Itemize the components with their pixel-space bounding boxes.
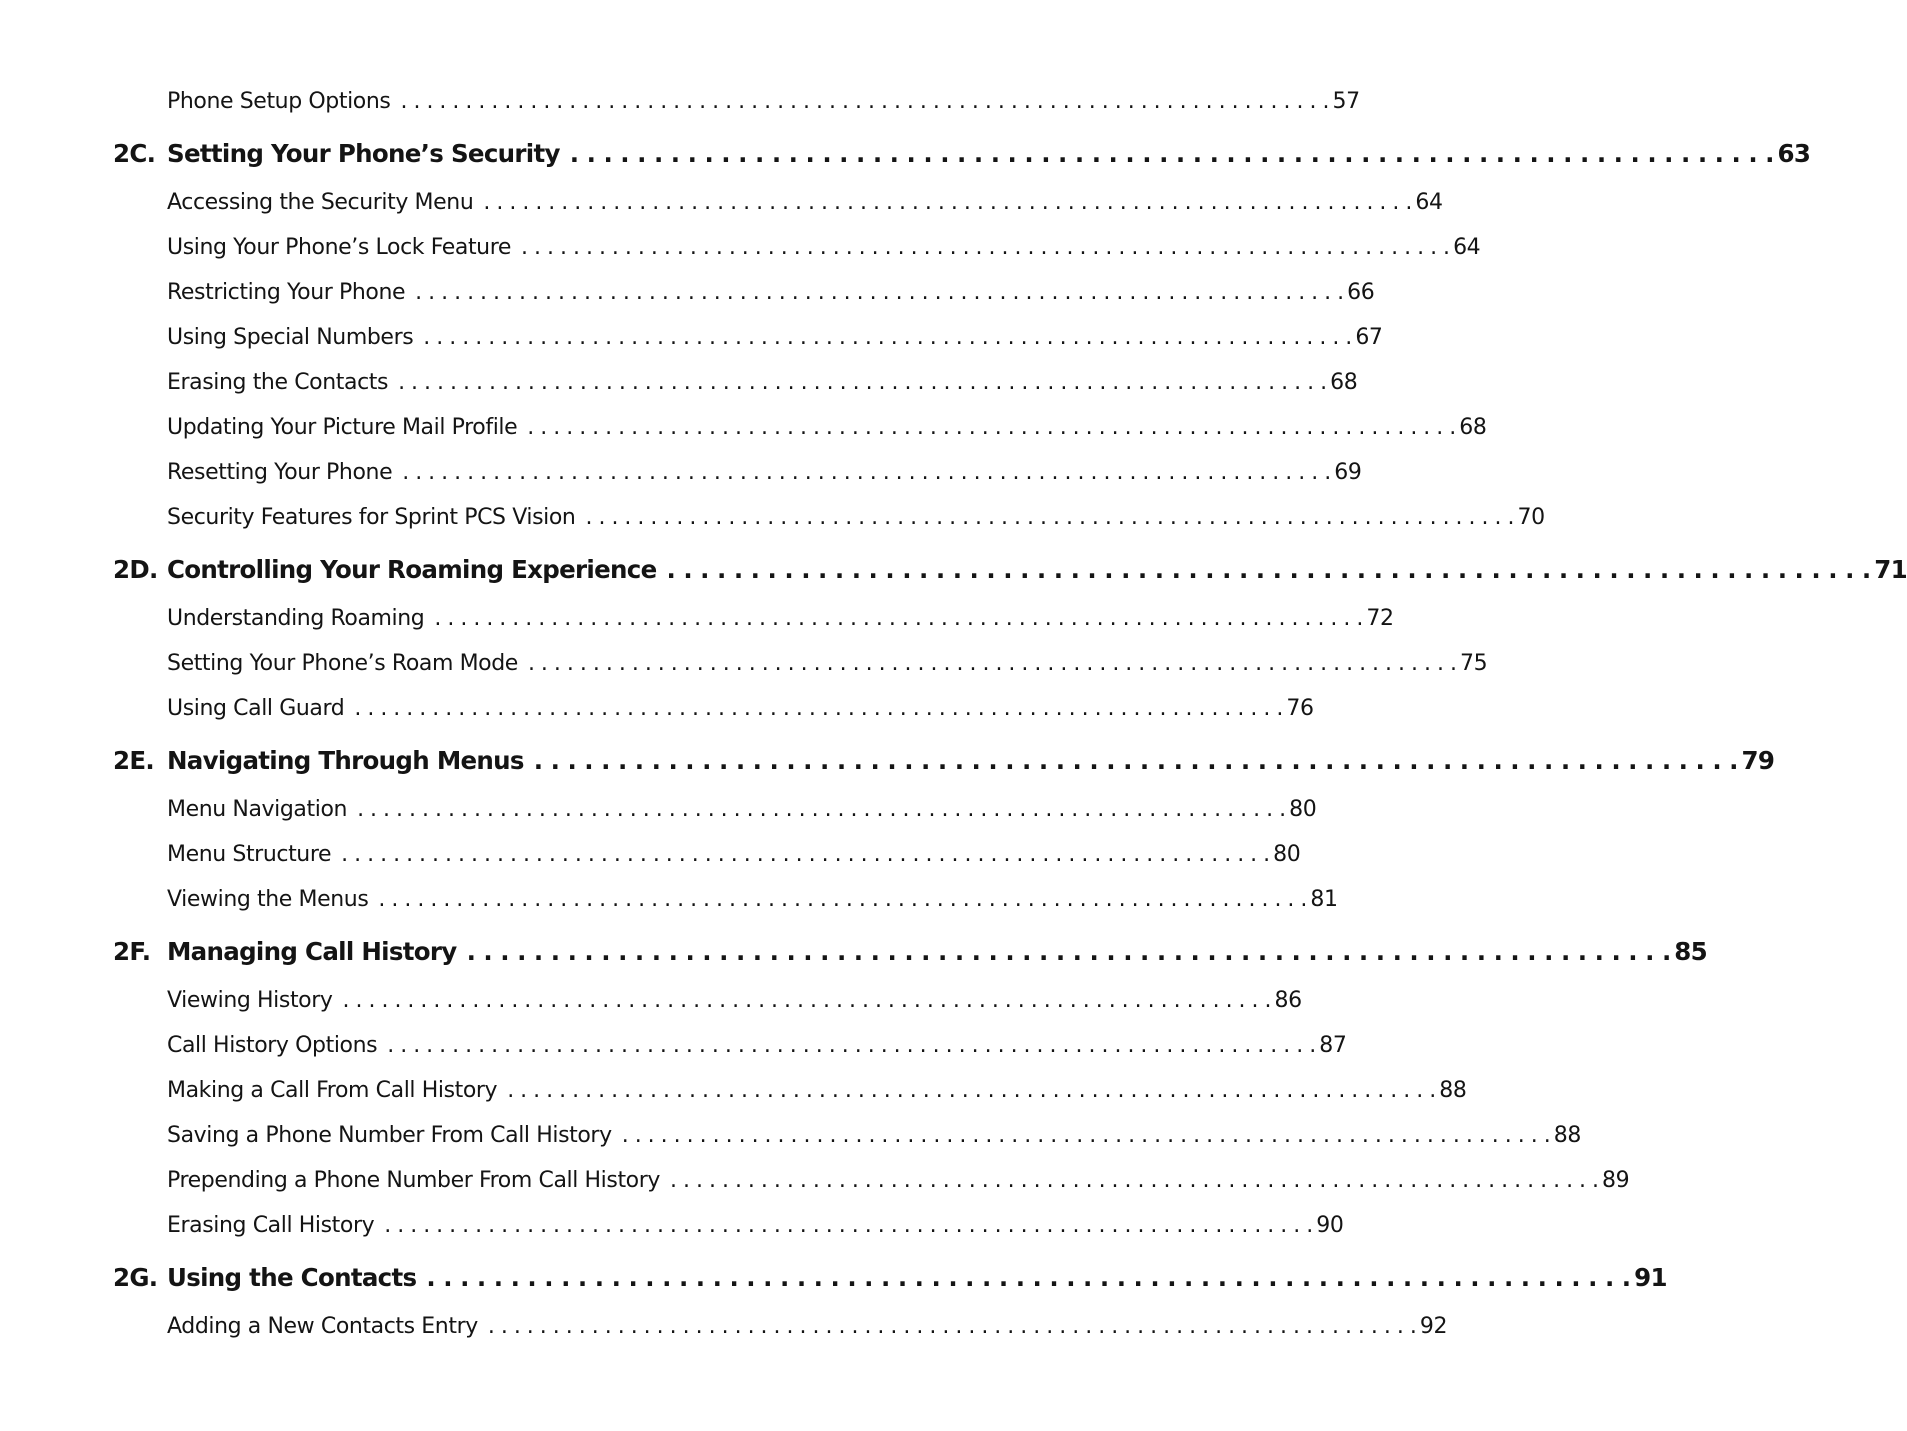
toc-subentry [113,315,1383,360]
page-number: 57 [1332,89,1360,114]
section-number: 2E. [113,746,154,775]
toc-subentry [113,450,1362,495]
page-number: 85 [1674,937,1707,966]
page-number: 80 [1289,797,1317,822]
page-number: 67 [1355,325,1383,350]
dot-leader [488,1304,1417,1349]
toc-section-entry [113,1252,1667,1304]
section-number: 2C. [113,139,156,168]
page-number: 88 [1439,1078,1467,1103]
page-number: 63 [1777,139,1811,168]
dot-leader [378,877,1307,922]
page-number: 90 [1316,1213,1344,1238]
dot-leader [622,1113,1551,1158]
entry-title: Erasing the Contacts [167,370,389,395]
page-number: 79 [1741,746,1775,775]
entry-title: Prepending a Phone Number From Call History [167,1168,661,1193]
dot-leader [483,180,1412,225]
page-number: 71 [1874,555,1907,584]
page-number: 68 [1330,370,1358,395]
dot-leader [387,1023,1316,1068]
entry-title: Security Features for Sprint PCS Vision [167,505,576,530]
toc-subentry [113,79,1360,124]
toc-subentry [113,405,1487,450]
page-number: 81 [1310,887,1338,912]
entry-title: Viewing the Menus [167,887,369,912]
toc-subentry [113,360,1358,405]
toc-subentry [113,1023,1347,1068]
section-title: Managing Call History [167,937,457,966]
entry-title: Accessing the Security Menu [167,190,474,215]
dot-leader [585,495,1514,540]
table-of-contents [113,79,1907,1349]
toc-subentry [113,225,1481,270]
dot-leader [527,405,1456,450]
dot-leader [507,1068,1436,1113]
dot-leader [467,926,1672,978]
toc-subentry [113,832,1301,877]
entry-title: Menu Structure [167,842,332,867]
page-number: 86 [1274,988,1302,1013]
entry-title: Making a Call From Call History [167,1078,498,1103]
page-number: 75 [1459,651,1488,676]
toc-subentry [113,1304,1448,1349]
dot-leader [384,1203,1313,1248]
dot-leader [534,735,1739,787]
dot-leader [402,450,1331,495]
entry-title: Using Special Numbers [167,325,414,350]
dot-leader [354,686,1283,731]
entry-title: Phone Setup Options [167,89,391,114]
toc-subentry [113,686,1314,731]
toc-subentry [113,1113,1581,1158]
page-number: 87 [1319,1033,1347,1058]
dot-leader [398,360,1327,405]
section-number: 2G. [113,1263,158,1292]
page-number: 91 [1634,1263,1667,1292]
entry-title: Saving a Phone Number From Call History [167,1123,612,1148]
toc-subentry [113,180,1443,225]
entry-title: Using Your Phone’s Lock Feature [167,235,512,260]
dot-leader [521,225,1450,270]
entry-title: Updating Your Picture Mail Profile [167,415,518,440]
entry-title: Viewing History [167,988,333,1013]
toc-subentry [113,787,1317,832]
page-number: 64 [1415,190,1443,215]
section-number: 2D. [113,555,158,584]
page-number: 64 [1453,235,1481,260]
dot-leader [343,978,1272,1023]
dot-leader [400,79,1329,124]
toc-subentry [113,596,1394,641]
page-number: 69 [1334,460,1362,485]
toc-section-entry [113,544,1907,596]
entry-title: Adding a New Contacts Entry [167,1314,478,1339]
entry-title: Menu Navigation [167,797,348,822]
dot-leader [670,1158,1599,1203]
toc-section-entry [113,926,1707,978]
page-number: 76 [1286,696,1314,721]
section-number: 2F. [113,937,151,966]
section-title: Setting Your Phone’s Security [167,139,560,168]
dot-leader [434,596,1363,641]
toc-subentry [113,877,1338,922]
entry-title: Erasing Call History [167,1213,375,1238]
page-number: 66 [1347,280,1375,305]
entry-title: Using Call Guard [167,696,345,721]
section-title: Navigating Through Menus [167,746,524,775]
page-number: 88 [1553,1123,1581,1148]
dot-leader [423,315,1352,360]
entry-title: Understanding Roaming [167,606,425,631]
toc-subentry [113,270,1375,315]
page-number: 70 [1517,505,1545,530]
page-number: 72 [1366,606,1394,631]
page-number: 89 [1602,1168,1630,1193]
page-number: 80 [1273,842,1301,867]
toc-subentry [113,1158,1630,1203]
page-number: 68 [1459,415,1487,440]
dot-leader [570,128,1775,180]
toc-subentry [113,978,1302,1023]
entry-title: Call History Options [167,1033,378,1058]
dot-leader [357,787,1286,832]
toc-subentry [113,641,1488,686]
dot-leader [415,270,1344,315]
toc-section-entry [113,735,1775,787]
entry-title: Restricting Your Phone [167,280,406,305]
dot-leader [426,1252,1631,1304]
toc-subentry [113,1203,1344,1248]
section-title: Controlling Your Roaming Experience [167,555,657,584]
toc-section-entry [113,128,1811,180]
dot-leader [528,641,1457,686]
entry-title: Resetting Your Phone [167,460,393,485]
dot-leader [667,544,1872,596]
toc-subentry [113,495,1545,540]
dot-leader [341,832,1270,877]
page-number: 92 [1419,1314,1448,1339]
toc-subentry [113,1068,1467,1113]
entry-title: Setting Your Phone’s Roam Mode [167,651,518,676]
section-title: Using the Contacts [167,1263,417,1292]
